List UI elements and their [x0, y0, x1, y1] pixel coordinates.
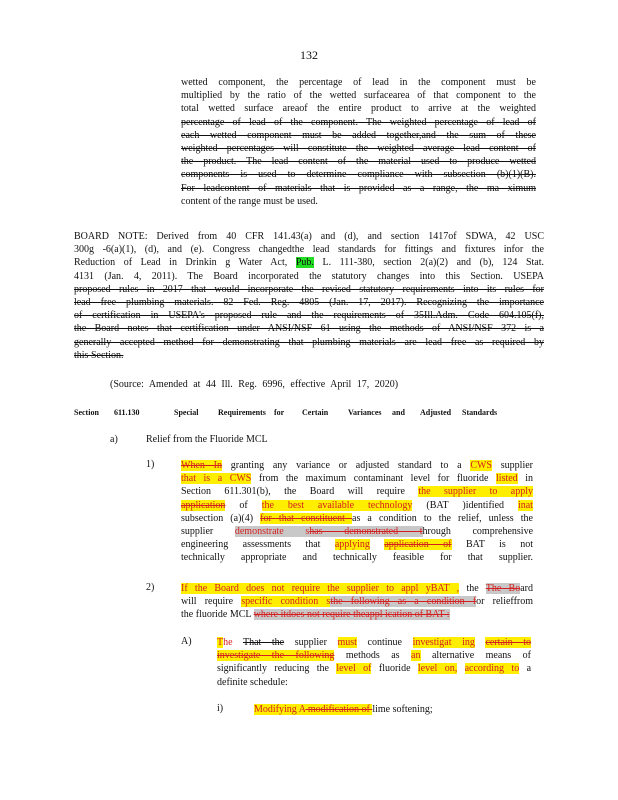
text-run: Reduction of Lead in Drinkin g Water Act,	[74, 257, 288, 269]
text-run: the	[459, 583, 486, 594]
struck-text-line: this Section.	[74, 349, 124, 361]
inserted-text: must	[337, 637, 357, 648]
text-run: supplier	[284, 637, 338, 648]
struck-text-line: For leadcontent of materials that is provided as a range, the ma ximum	[181, 182, 536, 194]
text-line: BOARD NOTE: Derived from 40 CFR 141.43(a) and (d), and section 1417of SDWA, 42 USC	[74, 231, 544, 242]
paragraph-2	[181, 582, 533, 622]
deleted-text: the following as a condition f	[330, 596, 477, 608]
struck-text-line: each wetted component must be added together,and the sum of these	[181, 129, 536, 141]
inserted-text: specific condition s	[241, 596, 331, 608]
text-line: multiplied by the ratio of the wetted surfacearea of that component to the	[181, 90, 536, 102]
heading-word: for	[274, 408, 285, 417]
item-label: 1)	[146, 459, 155, 470]
inserted-text: inat	[517, 499, 533, 511]
text-run	[370, 539, 384, 550]
deleted-text: application	[181, 499, 226, 511]
board-note	[74, 230, 544, 362]
struck-text-line: the Board notes that certification under ANSI/NSF 61 using the methods of ANSI/NSF 372 is a	[74, 323, 544, 335]
continued-paragraph	[181, 76, 536, 208]
item-label: 2)	[146, 582, 155, 593]
text-run: or relieffrom	[476, 596, 533, 608]
item-label: i)	[217, 703, 224, 714]
inserted-text: listed	[496, 473, 518, 485]
text-run: ard	[520, 583, 533, 594]
inserted-text: an	[411, 650, 421, 662]
text-line	[181, 525, 533, 538]
text-run: as a condition to the relief, unless the	[352, 512, 533, 524]
struck-text-line: percentage of lead of the component. The weighted percentage of lead of	[181, 116, 536, 128]
inserted-text: applying	[334, 539, 370, 551]
deleted-text: application of	[384, 539, 452, 551]
subsection-title: Relief from the Fluoride MCL	[146, 434, 268, 445]
struck-text-line: the product. The lead content of the material used to produce wetted	[181, 156, 536, 168]
struck-text-line: proposed rules in 2017 that would incorporate the revised statutory requirements into its rules for	[74, 283, 544, 295]
text-line	[254, 703, 534, 716]
text-line	[181, 459, 533, 472]
inserted-text: investigat ing	[412, 637, 475, 648]
text-line	[74, 256, 544, 269]
text-run: will require	[181, 596, 242, 608]
inserted-text: T	[217, 637, 224, 648]
item-label: A)	[181, 636, 192, 647]
text-line: total wetted surface areaof the entire product to arrive at the weighted	[181, 103, 536, 115]
inserted-text: Modifying A	[254, 704, 306, 715]
item-label: a)	[110, 434, 118, 445]
struck-text-line: components is used to determine compliance with subsection (b)(1)(B).	[181, 169, 536, 181]
text-line	[181, 499, 533, 512]
text-run: of	[225, 499, 262, 511]
text-run: Section 611.301(b), the Board will require	[181, 486, 419, 498]
deleted-text: The Bo	[485, 583, 521, 594]
text-run: methods as	[334, 650, 412, 662]
deleted-text: investigate the following	[217, 650, 335, 662]
text-run: supplier	[181, 526, 235, 538]
text-line	[181, 472, 533, 485]
section-number: 611.130	[114, 408, 140, 417]
text-run: continue	[356, 637, 413, 648]
heading-word: and	[392, 408, 405, 417]
source-note: (Source: Amended at 44 Ill. Reg. 6996, effective April 17, 2020)	[110, 379, 399, 390]
page-number: 132	[300, 48, 318, 62]
deleted-text: When In	[181, 460, 222, 471]
inserted-text: level on,	[417, 663, 458, 675]
inserted-text: the best available technology	[261, 499, 413, 511]
text-run: granting any variance or adjusted standard to a	[221, 460, 471, 471]
heading-word: Standards	[462, 408, 498, 417]
deleted-text: has demonstrated t	[309, 526, 423, 538]
text-line	[181, 582, 533, 595]
text-run: L. 111-380, section 2(a)(2) and (b), 124 Stat.	[313, 257, 544, 269]
text-run	[457, 663, 464, 674]
text-run: alternative means of	[420, 650, 531, 662]
text-line: content of the range must be used.	[181, 195, 318, 207]
text-line	[217, 636, 531, 649]
deleted-text: modification of	[305, 704, 373, 715]
section-label: Section	[74, 408, 99, 417]
text-run: in	[517, 473, 533, 485]
heading-word: Requirements	[218, 408, 266, 417]
deleted-text: where itdoes not require theappl ication of BAT :	[253, 609, 450, 621]
inserted-text: according to	[464, 663, 520, 675]
text-line: 4131 (Jan. 4, 2011). The Board incorporated the statutory changes into this Section. USEPA	[74, 270, 544, 282]
heading-word: Adjusted	[420, 408, 452, 417]
text-line	[181, 608, 533, 621]
inserted-text: If the Board does not require the supplier to appl yBAT ,	[181, 583, 460, 594]
inserted-text: demonstrate s	[234, 526, 310, 538]
text-line: technically appropriate and technically feasible for that supplier.	[181, 552, 533, 564]
text-line	[181, 595, 533, 608]
heading-word: Variances	[348, 408, 382, 417]
deleted-text: That the	[242, 637, 285, 648]
text-run: from the maximum contaminant level for fluoride	[251, 473, 497, 485]
text-line	[181, 538, 533, 551]
paragraph-1	[181, 459, 533, 565]
text-run: subsection (a)(4)	[181, 512, 261, 524]
highlighted-citation: Pub.	[295, 257, 314, 269]
text-run: BAT is not	[451, 539, 533, 551]
text-run: hrough comprehensive	[422, 526, 533, 538]
heading-word: Certain	[302, 408, 329, 417]
text-line	[181, 485, 533, 498]
text-run: fluoride	[371, 663, 418, 675]
text-run	[475, 637, 486, 648]
heading-word: Special	[174, 408, 199, 417]
text-line: definite schedule:	[217, 676, 288, 688]
text-line: 300g -6(a)(1), (d), and (e). Congress changedthe lead standards for fittings and fixtures infor the	[74, 244, 544, 256]
inserted-text: level of	[336, 663, 372, 675]
struck-text-line: lead free plumbing materials. 82 Fed. Reg. 4805 (Jan. 17, 2017). Recognizing the importance	[74, 297, 544, 309]
inserted-text: CWS	[470, 460, 492, 471]
struck-text-line: generally accepted method for demonstrating that plumbing materials are lead free as required by	[74, 336, 544, 348]
paragraph-A	[217, 636, 531, 689]
text-line	[181, 512, 533, 525]
text-line	[217, 662, 531, 675]
text-line: wetted component, the percentage of lead in the component must be	[181, 77, 536, 88]
paragraph-i	[254, 703, 534, 716]
text-run: lime softening;	[372, 704, 433, 715]
inserted-text: that is a CWS	[181, 473, 252, 485]
struck-text-line: weighted percentages will constitute the weighted average lead content of	[181, 143, 536, 155]
text-line	[217, 649, 531, 662]
text-run: engineering assessments that	[181, 539, 335, 551]
inserted-text: he	[223, 637, 243, 648]
text-run: (BAT )identified	[412, 499, 518, 511]
inserted-text: the supplier to apply	[418, 486, 533, 498]
deleted-text: certain to	[485, 637, 531, 648]
text-run: a	[519, 663, 531, 675]
struck-text-line: of certification in USEPA's proposed rule and the requirements of 35Ill.Adm. Code 604.105(f),	[74, 310, 544, 322]
text-run: supplier	[492, 460, 533, 471]
deleted-text: for that constituent	[260, 512, 352, 524]
text-run: the fluoride MCL	[181, 609, 254, 621]
text-run: significantly reducing the	[217, 663, 337, 675]
